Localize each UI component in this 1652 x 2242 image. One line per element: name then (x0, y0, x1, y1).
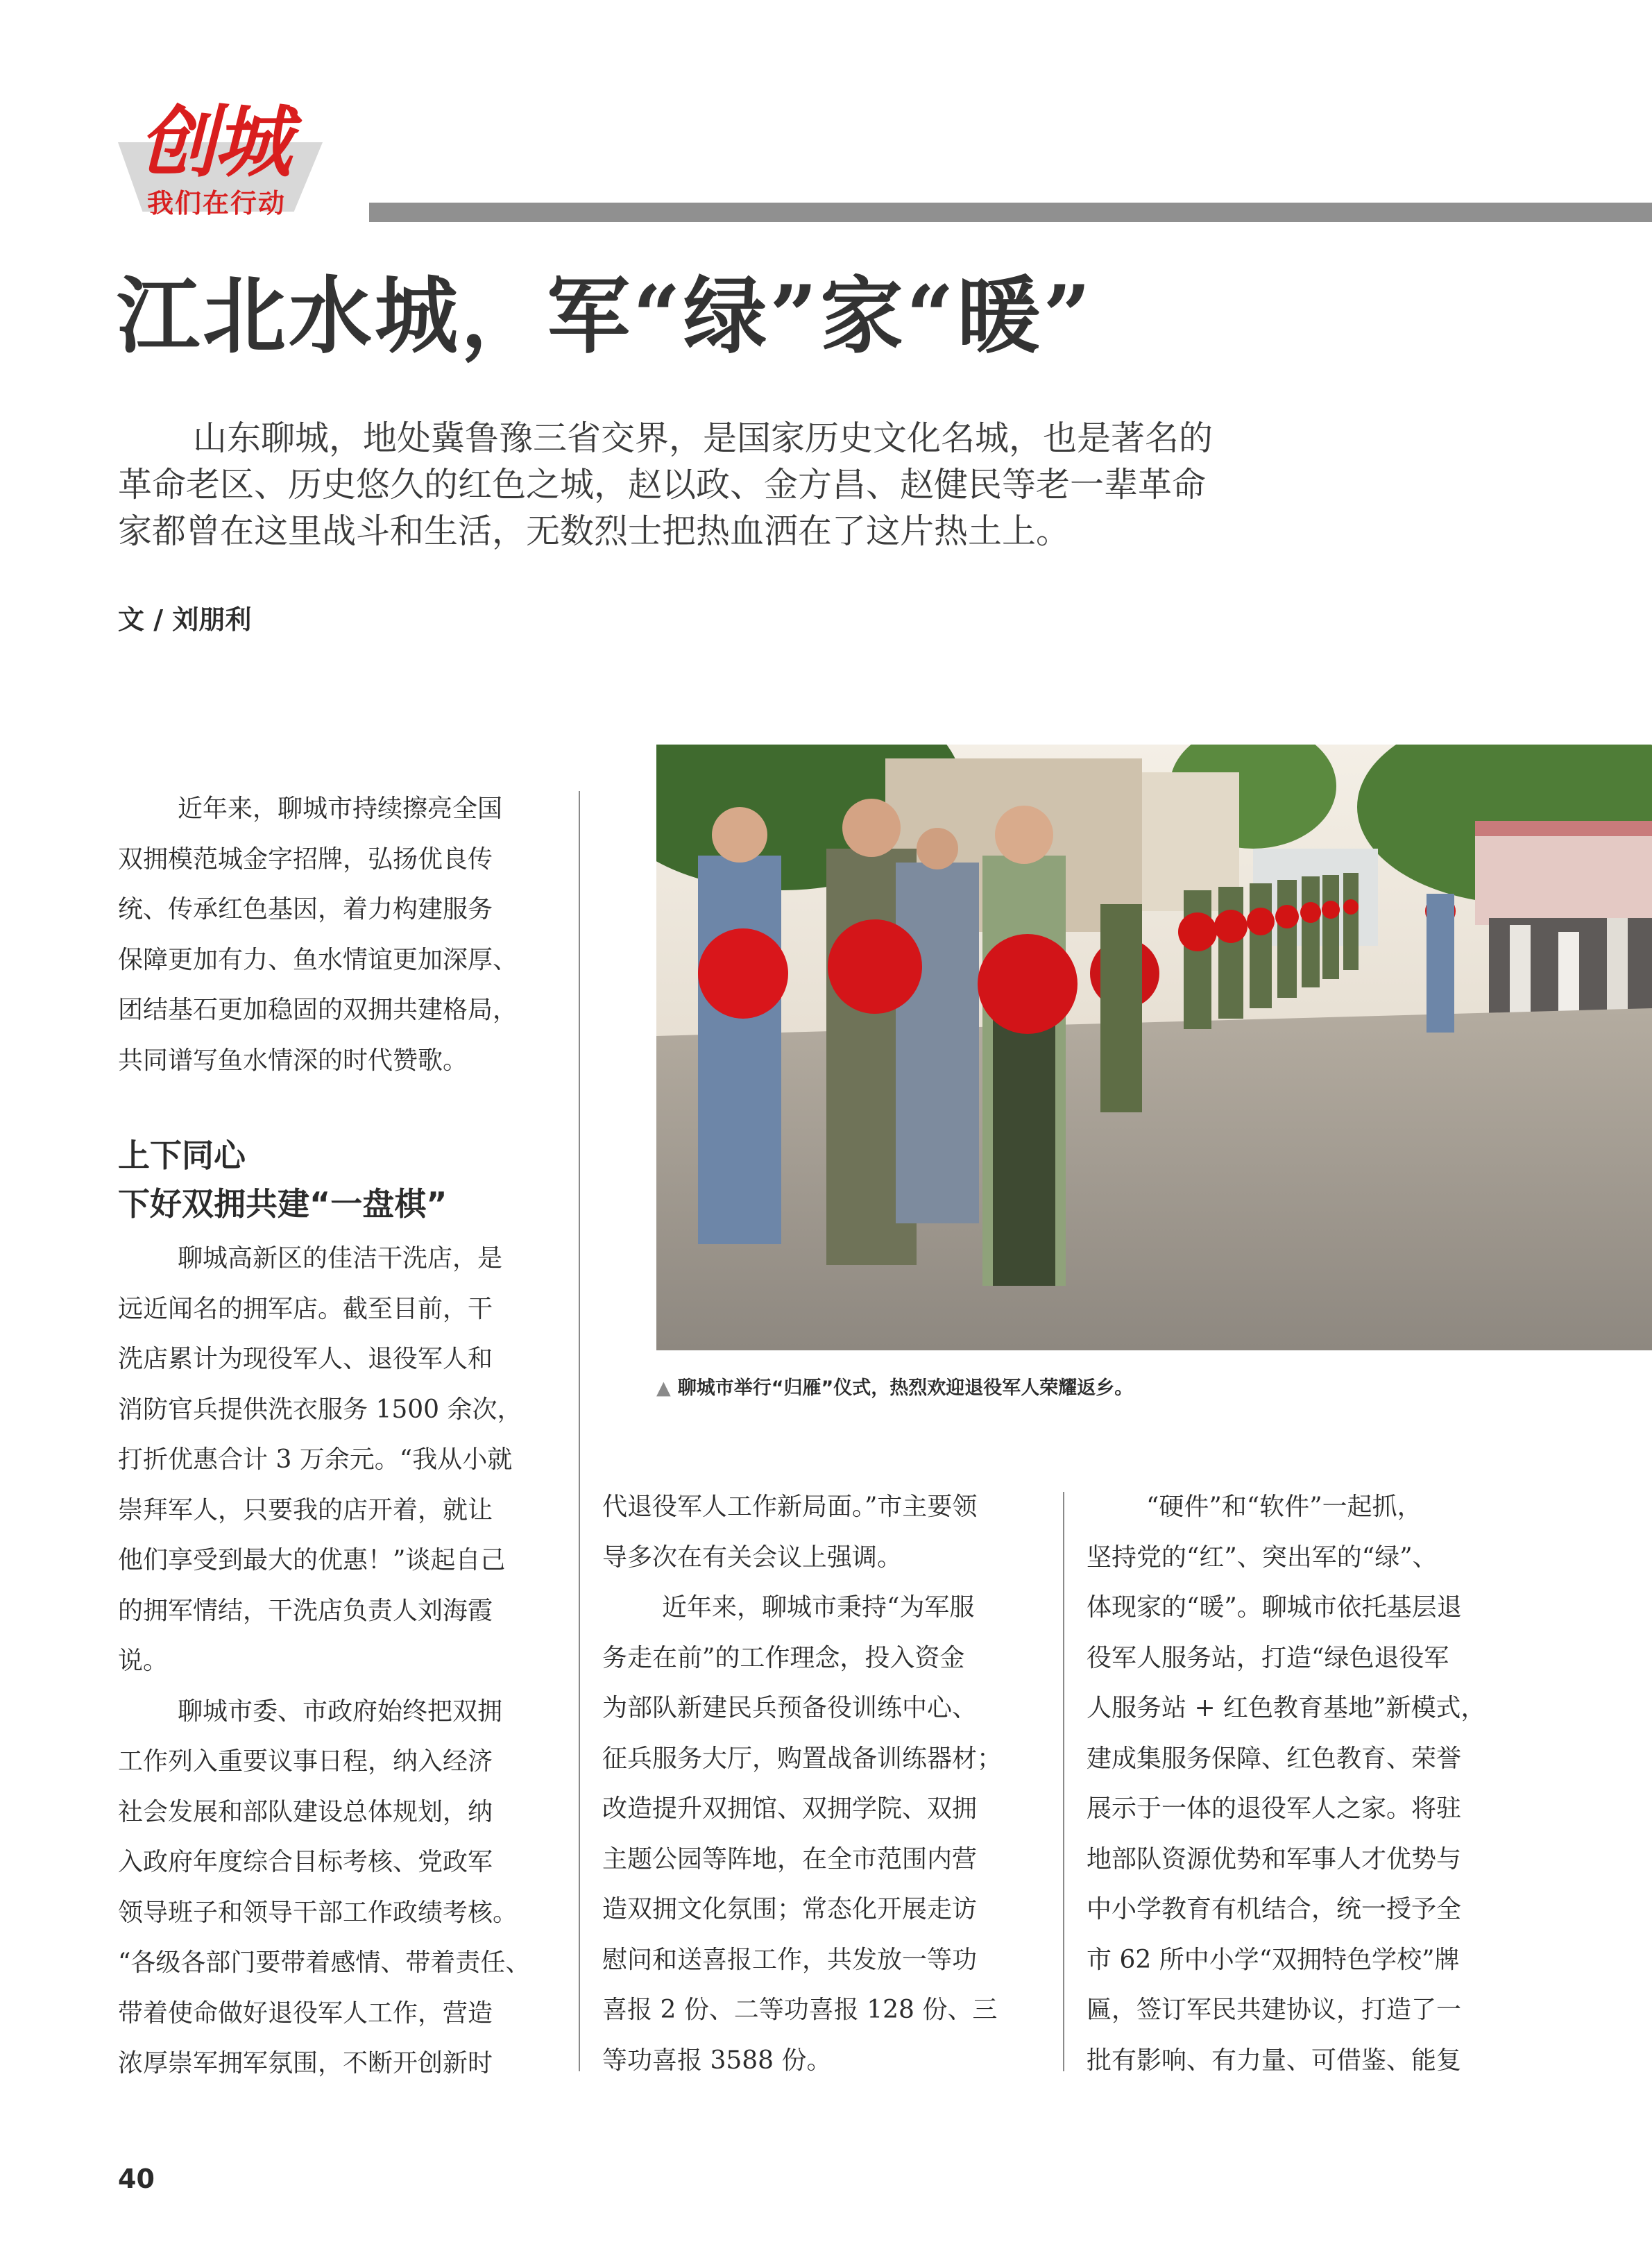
text-line: “硬件”和“软件”一起抓， (1146, 1493, 1422, 1521)
article-photo (656, 745, 1652, 1350)
photo-illustration (656, 745, 1652, 1350)
text-line: 改造提升双拥馆、双拥学院、双拥 (602, 1794, 978, 1823)
text-line: 体现家的“暖”。聊城市依托基层退 (1087, 1593, 1462, 1622)
section-banner-title: 创城 (139, 98, 289, 188)
text-line: 中小学教育有机结合，统一授予全 (1087, 1895, 1462, 1923)
photo-caption (656, 1373, 1133, 1400)
subheading-line: 下好双拥共建“一盘棋” (118, 1185, 448, 1223)
text-line: 远近闻名的拥军店。截至目前，干 (118, 1294, 493, 1323)
header-rule (369, 203, 1652, 222)
subheading-line: 上下同心 (118, 1137, 246, 1174)
text-line: 地部队资源优势和军事人才优势与 (1087, 1844, 1462, 1874)
column-1-intro (118, 784, 555, 1086)
text-line: 建成集服务保障、红色教育、荣誉 (1087, 1744, 1462, 1773)
text-line: 役军人服务站，打造“绿色退役军 (1087, 1643, 1449, 1672)
page-number: 40 (118, 2164, 155, 2194)
text-line: 造双拥文化氛围；常态化开展走访 (602, 1895, 978, 1923)
text-line: 务走在前”的工作理念，投入资金 (602, 1643, 965, 1672)
text-line: 近年来，聊城市持续擦亮全国 (178, 795, 503, 823)
text-line: “各级各部门要带着感情、带着责任、 (118, 1948, 531, 1977)
article-lead (118, 415, 1339, 554)
text-line: 的拥军情结，干洗店负责人刘海霞 (118, 1596, 493, 1625)
text-line: 统、传承红色基因，着力构建服务 (118, 895, 493, 924)
text-line: 喜报 2 份、二等功喜报 128 份、三 (602, 1996, 998, 2024)
text-line: 主题公园等阵地，在全市范围内营 (602, 1844, 978, 1874)
text-line: 导多次在有关会议上强调。 (602, 1543, 903, 1572)
text-line: 批有影响、有力量、可借鉴、能复 (1087, 2046, 1462, 2075)
text-line: 近年来，聊城市秉持“为军服 (662, 1593, 975, 1622)
column-2 (602, 1482, 1039, 2086)
text-line: 共同谱写鱼水情深的时代赞歌。 (118, 1046, 468, 1075)
section-banner-subtitle: 我们在行动 (147, 188, 287, 219)
text-line: 聊城高新区的佳洁干洗店，是 (178, 1244, 503, 1273)
lead-line: 革命老区、历史悠久的红色之城，赵以政、金方昌、赵健民等老一辈革命 (118, 465, 1207, 504)
lead-line: 山东聊城，地处冀鲁豫三省交界，是国家历史文化名城，也是著名的 (193, 418, 1214, 458)
text-line: 匾，签订军民共建协议，打造了一 (1087, 1996, 1462, 2024)
text-line: 团结基石更加稳固的双拥共建格局， (118, 996, 518, 1024)
text-line: 市 62 所中小学“双拥特色学校”牌 (1087, 1945, 1460, 1974)
text-line: 消防官兵提供洗衣服务 1500 余次， (118, 1395, 522, 1424)
text-line: 他们享受到最大的优惠！”谈起自己 (118, 1546, 506, 1574)
caption-triangle-icon: ▲ (656, 1377, 671, 1399)
text-line: 入政府年度综合目标考核、党政军 (118, 1848, 493, 1876)
column-divider (1063, 1492, 1064, 2071)
lead-line: 家都曾在这里战斗和生活，无数烈士把热血洒在了这片热土上。 (118, 511, 1071, 551)
text-line: 聊城市委、市政府始终把双拥 (178, 1697, 503, 1726)
text-line: 浓厚崇军拥军氛围，不断开创新时 (118, 2049, 493, 2078)
text-line: 坚持党的“红”、突出军的“绿”、 (1087, 1543, 1438, 1572)
section-subheading (118, 1131, 447, 1228)
text-line: 展示于一体的退役军人之家。将驻 (1087, 1794, 1462, 1823)
text-line: 说。 (118, 1647, 169, 1675)
text-line: 人服务站 + 红色教育基地”新模式， (1087, 1694, 1486, 1722)
text-line: 洗店累计为现役军人、退役军人和 (118, 1345, 493, 1373)
text-line: 为部队新建民兵预备役训练中心、 (602, 1694, 978, 1722)
text-line: 崇拜军人，只要我的店开着，就让 (118, 1495, 493, 1525)
text-line: 带着使命做好退役军人工作，营造 (118, 1998, 493, 2028)
column-3 (1087, 1482, 1524, 2086)
byline: 文 / 刘朋利 (118, 604, 252, 635)
text-line: 代退役军人工作新局面。”市主要领 (602, 1493, 978, 1521)
text-line: 双拥模范城金字招牌，弘扬优良传 (118, 844, 493, 874)
text-line: 保障更加有力、鱼水情谊更加深厚、 (118, 945, 518, 974)
column-1-body (118, 1234, 555, 2089)
text-line: 领导班子和领导干部工作政绩考核。 (118, 1898, 518, 1927)
text-line: 打折优惠合计 3 万余元。“我从小就 (118, 1445, 513, 1474)
text-line: 工作列入重要议事日程，纳入经济 (118, 1747, 493, 1776)
text-line: 等功喜报 3588 份。 (602, 2046, 832, 2075)
article-title: 江北水城，军“绿”家“暖” (117, 267, 1094, 365)
caption-text: 聊城市举行“归雁”仪式，热烈欢迎退役军人荣耀返乡。 (677, 1377, 1134, 1399)
text-line: 征兵服务大厅，购置战备训练器材； (602, 1744, 1003, 1773)
text-line: 慰问和送喜报工作，共发放一等功 (602, 1945, 978, 1974)
text-line: 社会发展和部队建设总体规划，纳 (118, 1797, 493, 1826)
column-divider (579, 791, 580, 2071)
